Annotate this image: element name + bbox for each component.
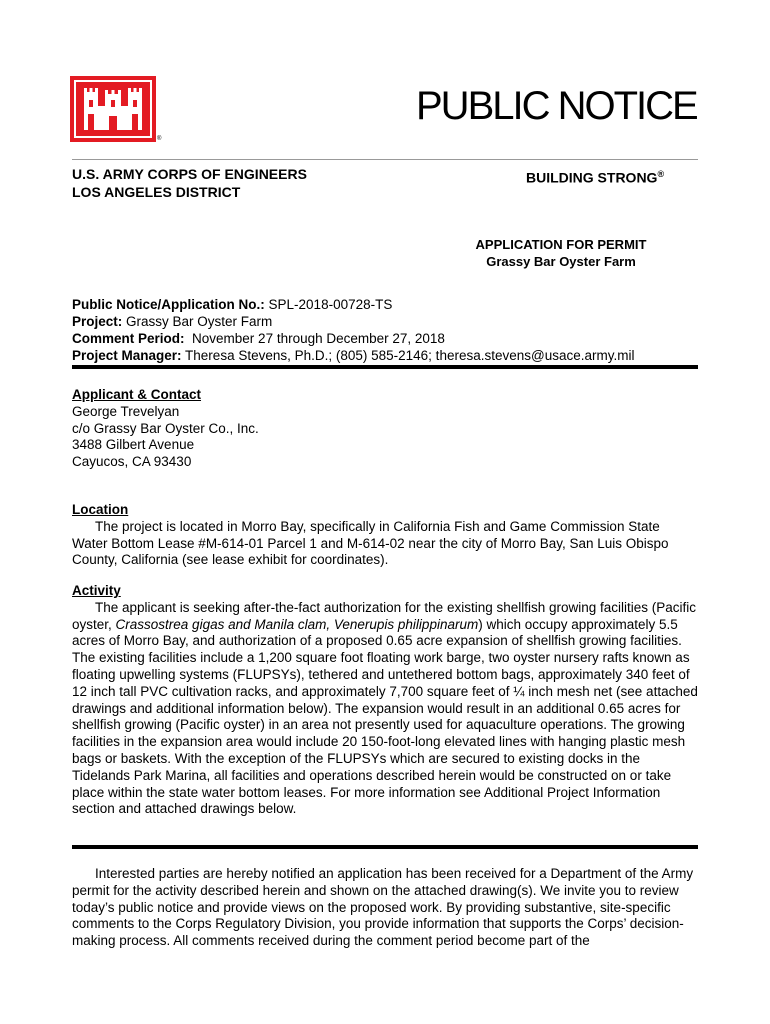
location-heading: Location <box>72 502 129 517</box>
slogan <box>526 165 664 187</box>
slogan-mark: ® <box>657 169 665 179</box>
activity-text-b: ) which occupy approximately 5.5 acres of Morro Bay, and authorization of a proposed 0.65 acre expansion of shellfish growing facilities. The existing facilities include a 1,200 square foot floating work barge, two oyster nursery rafts known as floating upwelling systems (FLUPSYs), tethered and untethered bottom bags, approximately 340 feet of 12 inch tall PVC cultivation racks, and approximately 7,700 square feet of ¼ inch mesh net (see attached drawings and additional information below). The expansion would result in an additional 0.65 acres for shellfish growing (Pacific oyster) in an area not presently used for aquaculture operations. The growing facilities in the expansion area would include 20 150-foot-long elevated lines with hanging plastic mesh bags or baskets. With the exception of the FLUPSYs which are secured to existing docks in the Tidelands Park Marina, all facilities and operations described herein would be constructed on or take place within the state water bottom leases. For more information see Additional Project Information section and attached drawings below. <box>72 616 698 817</box>
notice-metadata <box>72 296 634 364</box>
applicant-section <box>72 387 698 471</box>
interested-parties-section <box>72 866 698 950</box>
project-value: Grassy Bar Oyster Farm <box>126 314 273 329</box>
location-section <box>72 502 698 569</box>
activity-text <box>72 600 698 818</box>
notice-number-row <box>72 296 634 313</box>
project-manager-label: Project Manager: <box>72 348 182 363</box>
project-label: Project: <box>72 314 123 329</box>
project-manager-row <box>72 347 634 364</box>
project-manager-value: Theresa Stevens, Ph.D.; (805) 585-2146; theresa.stevens@usace.army.mil <box>185 348 635 363</box>
comment-period-row <box>72 330 634 347</box>
applicant-city: Cayucos, CA 93430 <box>72 454 192 470</box>
comment-period-value: November 27 through December 27, 2018 <box>192 331 445 346</box>
header-divider <box>72 159 698 160</box>
applicant-company: c/o Grassy Bar Oyster Co., Inc. <box>72 420 259 436</box>
applicant-address: 3488 Gilbert Avenue <box>72 437 195 453</box>
application-heading <box>440 236 682 270</box>
comment-period-label: Comment Period: <box>72 331 185 346</box>
applicant-name: George Trevelyan <box>72 403 180 419</box>
notice-number-label: Public Notice/Application No.: <box>72 297 265 312</box>
org-name: U.S. ARMY CORPS OF ENGINEERS <box>72 166 307 182</box>
interested-parties-text: Interested parties are hereby notified an application has been received for a Department of the Army permit for the activity described herein and shown on the attached drawing(s). We invite you to review today’s public notice and provide views on the proposed work. By providing substantive, site-specific comments to the Corps Regulatory Division, you provide information that supports the Corps’ decision-making process. All comments received during the comment period become part of the <box>72 866 694 949</box>
activity-section <box>72 583 698 818</box>
usace-castle-logo <box>70 76 156 142</box>
location-text: The project is located in Morro Bay, specifically in California Fish and Game Commission State Water Bottom Lease #M-614-01 Parcel 1 and M-614-02 near the city of Morro Bay, San Luis Obispo County, California (see lease exhibit for coordinates). <box>72 518 669 568</box>
applicant-heading: Applicant & Contact <box>72 387 202 402</box>
project-row <box>72 313 634 330</box>
section-divider-2 <box>72 845 698 849</box>
notice-number-value: SPL-2018-00728-TS <box>268 297 393 312</box>
activity-heading: Activity <box>72 583 121 598</box>
activity-text-a: The applicant is seeking after-the-fact authorization for the existing shellfish growing facilities (Pacific oyster, <box>72 599 697 632</box>
section-divider <box>72 365 698 369</box>
application-subtitle: Grassy Bar Oyster Farm <box>486 254 636 269</box>
application-title: APPLICATION FOR PERMIT <box>475 237 647 252</box>
org-district: LOS ANGELES DISTRICT <box>72 184 241 200</box>
activity-species: Crassostrea gigas and Manila clam, Venerupis philippinarum <box>115 616 479 632</box>
registered-mark: ® <box>157 136 162 142</box>
slogan-text: BUILDING STRONG <box>526 169 658 186</box>
page-title: PUBLIC NOTICE <box>416 84 697 128</box>
organization-block <box>72 165 307 201</box>
